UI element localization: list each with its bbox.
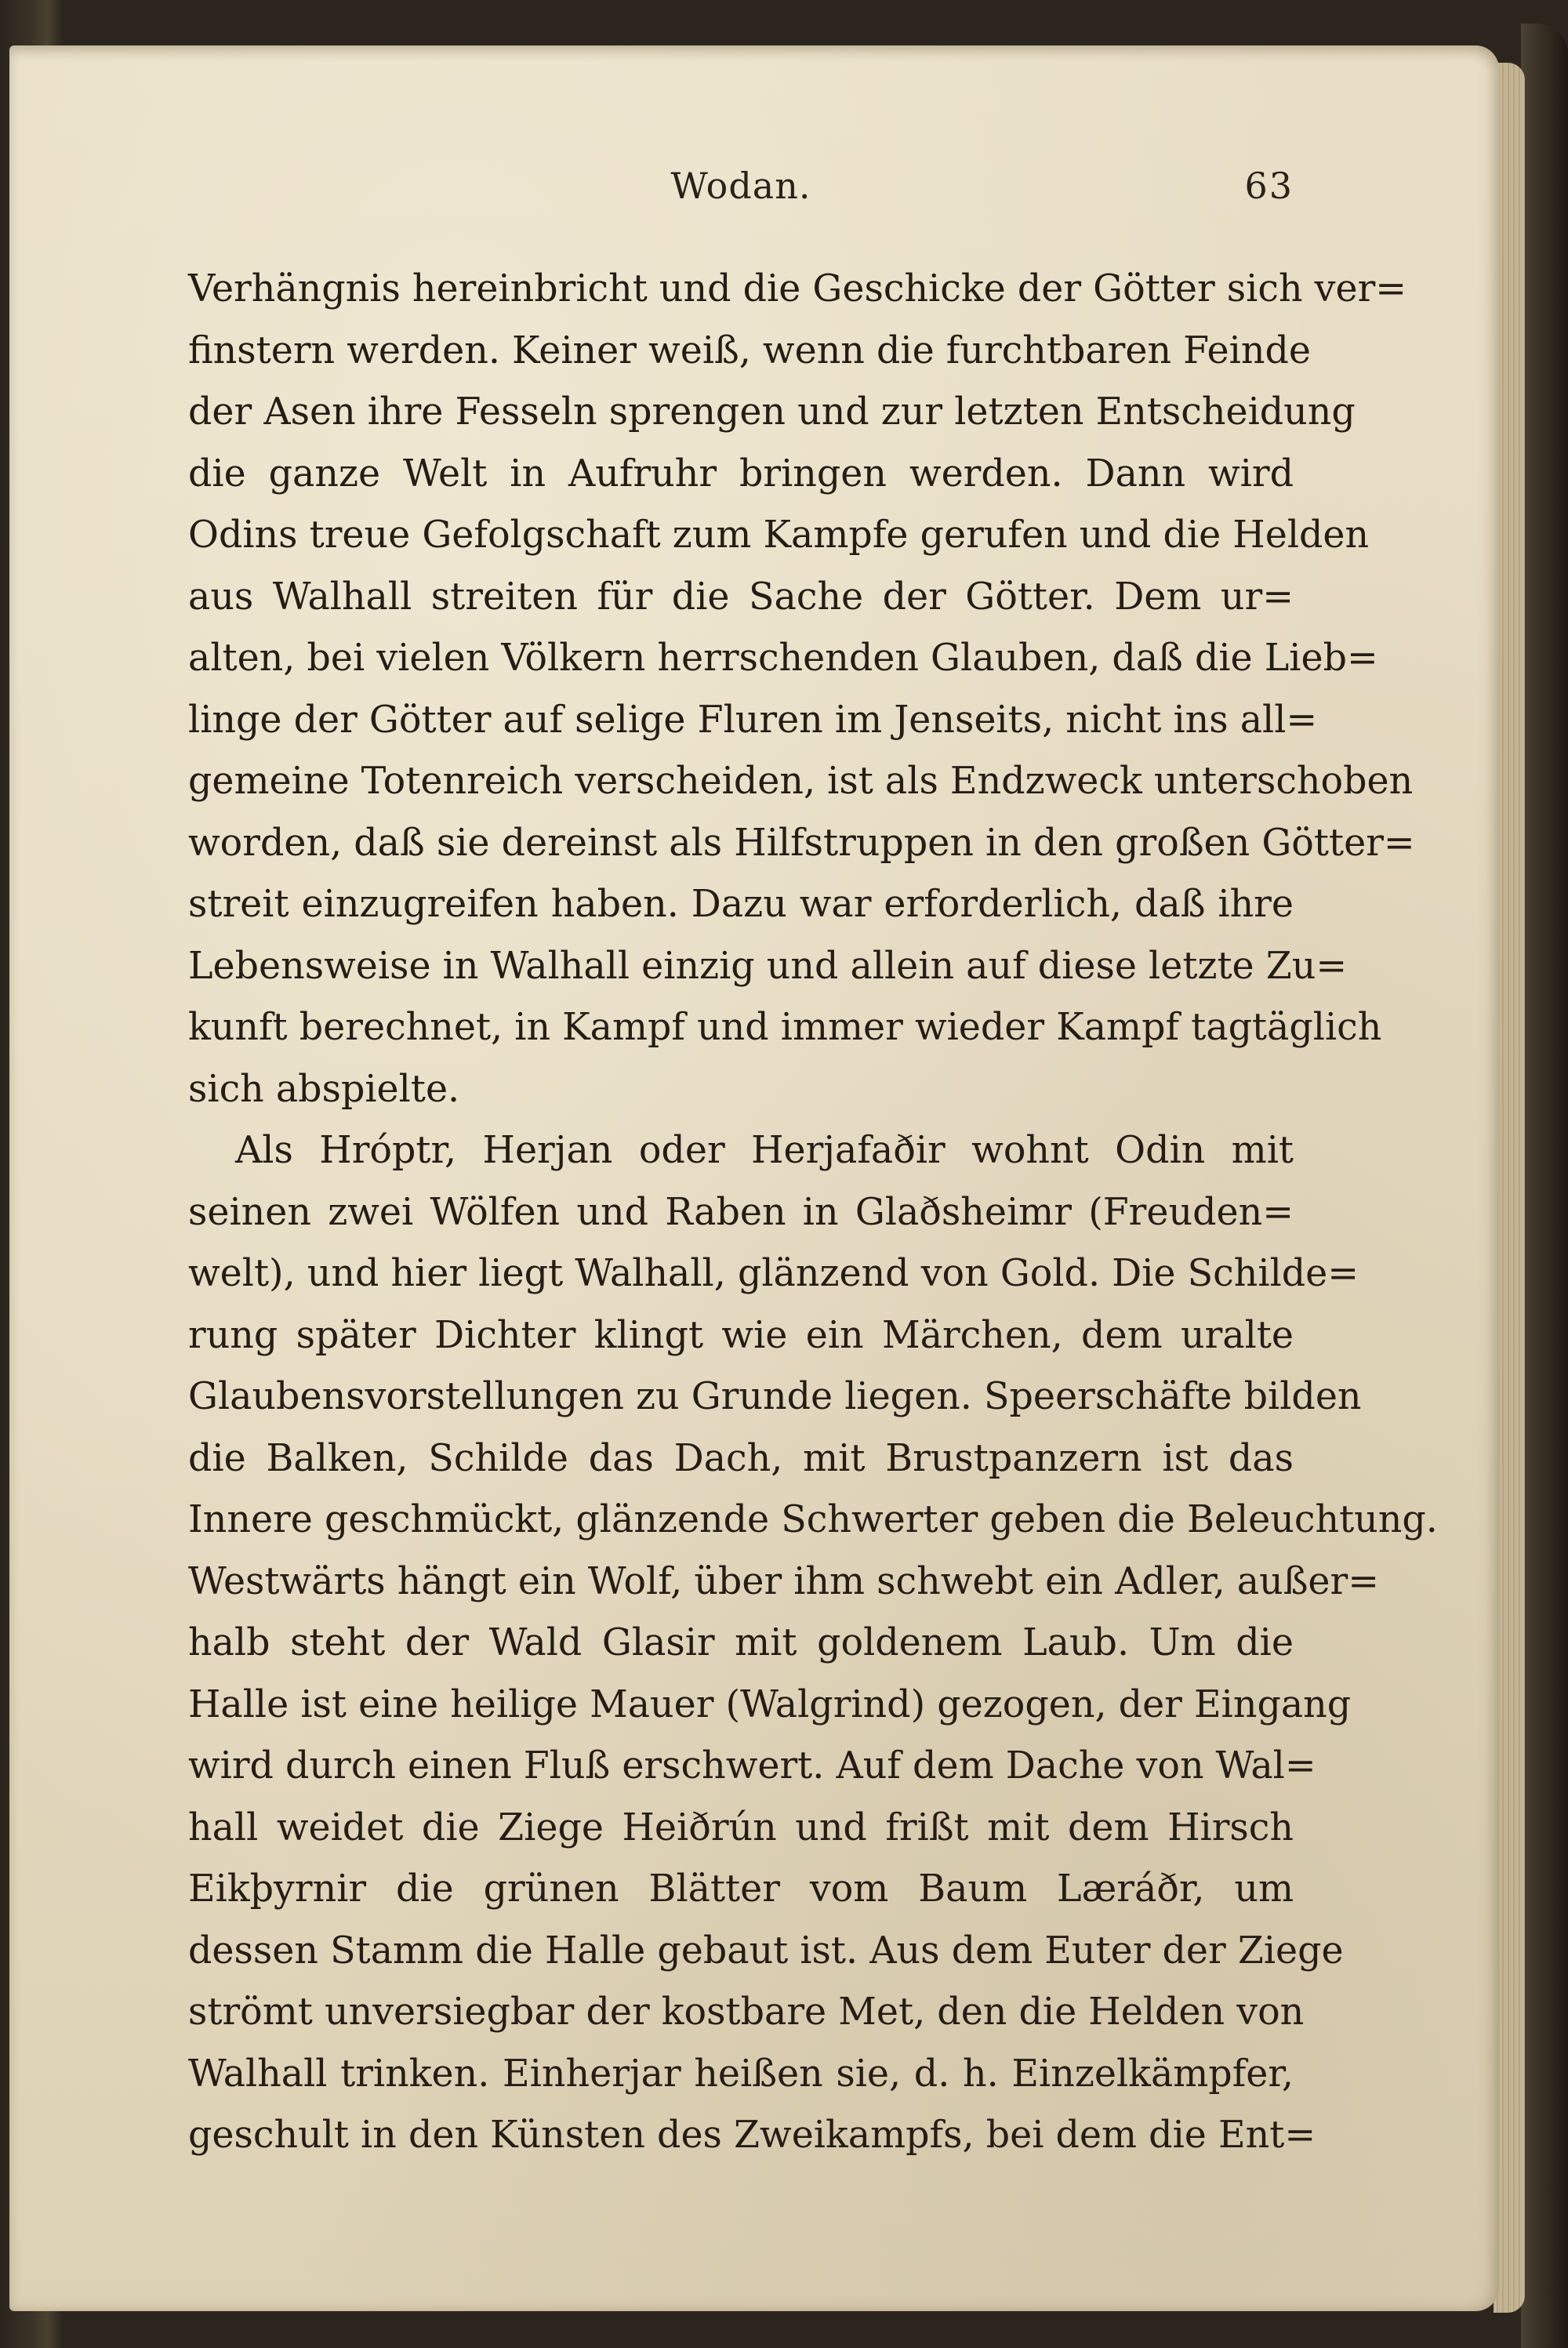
- text-line: sich abspielte.: [188, 1067, 460, 1111]
- text-line: worden, daß sie dereinst als Hilfstruppen in den großen Götter=: [188, 821, 1415, 865]
- text-line: halb steht der Wald Glasir mit goldenem Laub. Um die: [188, 1621, 1294, 1664]
- text-line: Lebensweise in Walhall einzig und allein auf diese letzte Zu=: [188, 944, 1348, 988]
- text-line: Odins treue Gefolgschaft zum Kampfe gerufen und die Helden: [188, 514, 1370, 557]
- text-line: Halle ist eine heilige Mauer (Walgrind) gezogen, der Eingang: [188, 1682, 1352, 1726]
- text-line: der Asen ihre Fesseln sprengen und zur letzten Entscheidung: [188, 390, 1356, 434]
- text-line: alten, bei vielen Völkern herrschenden Glauben, daß die Lieb=: [188, 637, 1378, 680]
- text-line: Glaubensvorstellungen zu Grunde liegen. Speerschäfte bilden: [188, 1375, 1362, 1418]
- text-line: Walhall trinken. Einherjar heißen sie, d. h. Einzelkämpfer,: [188, 2052, 1294, 2096]
- page-body-text: [188, 259, 1438, 2167]
- text-line: wird durch einen Fluß erschwert. Auf dem Dache von Wal=: [188, 1744, 1316, 1787]
- text-line: streit einzugreifen haben. Dazu war erforderlich, daß ihre: [188, 883, 1294, 926]
- text-line: gemeine Totenreich verscheiden, ist als Endzweck unterschoben: [188, 760, 1414, 803]
- text-line: strömt unversiegbar der kostbare Met, den die Helden von: [188, 1991, 1305, 2034]
- text-line: kunft berechnet, in Kampf und immer wieder Kampf tagtäglich: [188, 1006, 1382, 1049]
- text-line: welt), und hier liegt Walhall, glänzend von Gold. Die Schilde=: [188, 1252, 1359, 1295]
- text-line: Innere geschmückt, glänzende Schwerter geben die Beleuchtung.: [188, 1498, 1438, 1541]
- text-line: hall weidet die Ziege Heiðrún und frißt mit dem Hirsch: [188, 1805, 1294, 1849]
- text-line: rung später Dichter klingt wie ein Märchen, dem uralte: [188, 1313, 1294, 1357]
- paragraph-2: [188, 1120, 1438, 2167]
- text-line: linge der Götter auf selige Fluren im Jenseits, nicht ins all=: [188, 698, 1318, 742]
- page-number: 63: [1244, 165, 1294, 207]
- text-line: die ganze Welt in Aufruhr bringen werden. Dann wird: [188, 452, 1294, 495]
- paragraph-1: [188, 259, 1415, 1120]
- text-line: seinen zwei Wölfen und Raben in Glaðsheimr (Freuden=: [188, 1190, 1294, 1234]
- text-line: finstern werden. Keiner weiß, wenn die furchtbaren Feinde: [188, 328, 1311, 372]
- page-header: [188, 165, 1294, 227]
- text-line: die Balken, Schilde das Dach, mit Brustpanzern ist das: [188, 1436, 1294, 1480]
- text-line: Als Hróptr, Herjan oder Herjafaðir wohnt Odin mit: [235, 1129, 1294, 1172]
- text-line: Westwärts hängt ein Wolf, über ihm schwebt ein Adler, außer=: [188, 1559, 1380, 1603]
- text-line: geschult in den Künsten des Zweikampfs, bei dem die Ent=: [188, 2114, 1316, 2157]
- text-line: dessen Stamm die Halle gebaut ist. Aus dem Euter der Ziege: [188, 1929, 1344, 1972]
- running-title: Wodan.: [670, 165, 811, 207]
- text-line: Eikþyrnir die grünen Blätter vom Baum Læráðr, um: [188, 1867, 1294, 1911]
- text-line: aus Walhall streiten für die Sache der Götter. Dem ur=: [188, 575, 1294, 619]
- text-line: Verhängnis hereinbricht und die Geschicke der Götter sich ver=: [188, 267, 1407, 310]
- book-board: [1521, 24, 1568, 2348]
